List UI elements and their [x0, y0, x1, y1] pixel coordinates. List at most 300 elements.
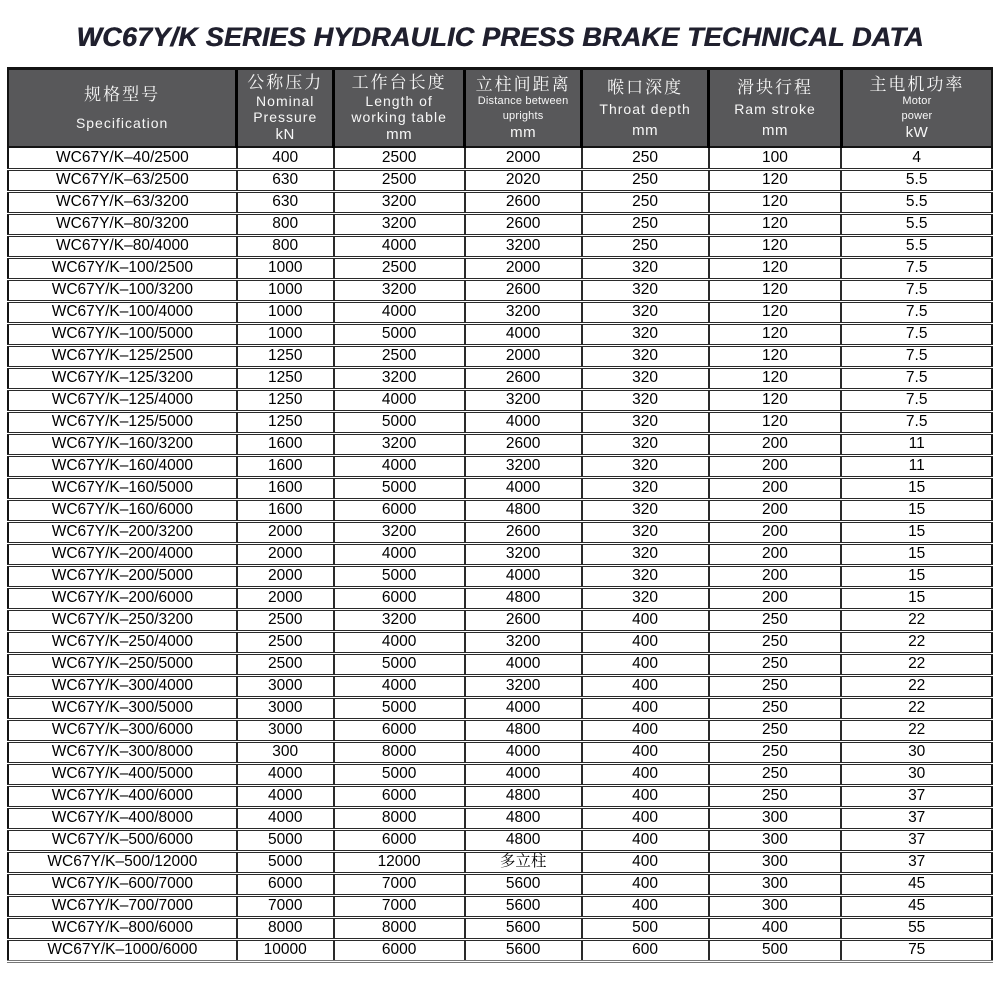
- cell-table-length: 2500: [334, 147, 465, 169]
- cell-specification: WC67Y/K–200/6000: [8, 587, 237, 609]
- cell-ram-stroke: 120: [709, 345, 842, 367]
- cell-nominal-pressure: 4000: [237, 807, 334, 829]
- cell-table-length: 5000: [334, 653, 465, 675]
- table-header: [8, 69, 992, 148]
- table-row: [8, 499, 992, 521]
- cell-specification: WC67Y/K–400/8000: [8, 807, 237, 829]
- header-unit-label: mm: [761, 121, 788, 139]
- cell-table-length: 3200: [334, 191, 465, 213]
- cell-table-length: 6000: [334, 785, 465, 807]
- header-en-label: working table: [351, 109, 447, 126]
- cell-ram-stroke: 120: [709, 257, 842, 279]
- cell-table-length: 2500: [334, 169, 465, 191]
- cell-table-length: 4000: [334, 389, 465, 411]
- cell-throat-depth: 320: [582, 367, 709, 389]
- cell-motor-power: 5.5: [841, 235, 992, 257]
- cell-motor-power: 37: [841, 807, 992, 829]
- cell-motor-power: 15: [841, 499, 992, 521]
- cell-ram-stroke: 400: [709, 917, 842, 939]
- cell-upright-distance: 2600: [465, 609, 582, 631]
- header-unit-label: mm: [510, 124, 537, 142]
- cell-nominal-pressure: 2500: [237, 653, 334, 675]
- cell-nominal-pressure: 630: [237, 191, 334, 213]
- header-unit-label: mm: [632, 121, 659, 139]
- cell-nominal-pressure: 400: [237, 147, 334, 169]
- cell-motor-power: 7.5: [841, 345, 992, 367]
- cell-upright-distance: 5600: [465, 895, 582, 917]
- cell-throat-depth: 400: [582, 631, 709, 653]
- cell-motor-power: 30: [841, 741, 992, 763]
- table-row: [8, 455, 992, 477]
- cell-ram-stroke: 120: [709, 213, 842, 235]
- cell-ram-stroke: 120: [709, 169, 842, 191]
- cell-motor-power: 5.5: [841, 213, 992, 235]
- cell-specification: WC67Y/K–300/6000: [8, 719, 237, 741]
- table-row: [8, 345, 992, 367]
- cell-throat-depth: 320: [582, 389, 709, 411]
- cell-specification: WC67Y/K–500/12000: [8, 851, 237, 873]
- cell-specification: WC67Y/K–250/4000: [8, 631, 237, 653]
- cell-specification: WC67Y/K–125/5000: [8, 411, 237, 433]
- cell-specification: WC67Y/K–125/2500: [8, 345, 237, 367]
- cell-ram-stroke: 120: [709, 389, 842, 411]
- cell-motor-power: 5.5: [841, 191, 992, 213]
- cell-nominal-pressure: 1000: [237, 301, 334, 323]
- cell-motor-power: 11: [841, 433, 992, 455]
- cell-table-length: 3200: [334, 367, 465, 389]
- cell-table-length: 5000: [334, 697, 465, 719]
- cell-throat-depth: 400: [582, 697, 709, 719]
- cell-throat-depth: 320: [582, 323, 709, 345]
- table-row: [8, 939, 992, 961]
- cell-nominal-pressure: 1250: [237, 389, 334, 411]
- cell-table-length: 3200: [334, 609, 465, 631]
- header-en-label: Motor: [902, 95, 932, 108]
- cell-ram-stroke: 250: [709, 763, 842, 785]
- table-row: [8, 411, 992, 433]
- cell-upright-distance: 2600: [465, 279, 582, 301]
- cell-upright-distance: 4800: [465, 829, 582, 851]
- cell-upright-distance: 2600: [465, 433, 582, 455]
- column-header-motor-power: [841, 69, 992, 148]
- cell-motor-power: 37: [841, 851, 992, 873]
- cell-motor-power: 7.5: [841, 367, 992, 389]
- cell-nominal-pressure: 630: [237, 169, 334, 191]
- cell-table-length: 3200: [334, 213, 465, 235]
- header-zh-label: 工作台长度: [351, 73, 447, 93]
- cell-ram-stroke: 250: [709, 785, 842, 807]
- cell-throat-depth: 320: [582, 345, 709, 367]
- cell-nominal-pressure: 7000: [237, 895, 334, 917]
- cell-upright-distance: 5600: [465, 939, 582, 961]
- technical-data-table: [7, 67, 993, 963]
- cell-upright-distance: 3200: [465, 631, 582, 653]
- cell-motor-power: 22: [841, 675, 992, 697]
- cell-specification: WC67Y/K–700/7000: [8, 895, 237, 917]
- cell-ram-stroke: 200: [709, 499, 842, 521]
- cell-upright-distance: 2000: [465, 345, 582, 367]
- cell-nominal-pressure: 8000: [237, 917, 334, 939]
- cell-upright-distance: 4000: [465, 653, 582, 675]
- column-header-specification: [8, 69, 237, 148]
- table-row: [8, 213, 992, 235]
- header-zh-label: 主电机功率: [869, 74, 965, 94]
- cell-motor-power: 75: [841, 939, 992, 961]
- cell-upright-distance: 4000: [465, 763, 582, 785]
- cell-throat-depth: 320: [582, 455, 709, 477]
- cell-motor-power: 30: [841, 763, 992, 785]
- cell-motor-power: 7.5: [841, 323, 992, 345]
- header-en-label: Nominal: [256, 92, 315, 109]
- cell-table-length: 6000: [334, 829, 465, 851]
- cell-nominal-pressure: 6000: [237, 873, 334, 895]
- cell-ram-stroke: 300: [709, 873, 842, 895]
- cell-table-length: 2500: [334, 257, 465, 279]
- cell-throat-depth: 320: [582, 279, 709, 301]
- cell-motor-power: 37: [841, 785, 992, 807]
- cell-table-length: 4000: [334, 235, 465, 257]
- cell-ram-stroke: 200: [709, 433, 842, 455]
- cell-upright-distance: 5600: [465, 917, 582, 939]
- cell-nominal-pressure: 1250: [237, 345, 334, 367]
- cell-upright-distance: 3200: [465, 543, 582, 565]
- cell-upright-distance: 4800: [465, 719, 582, 741]
- cell-table-length: 4000: [334, 455, 465, 477]
- table-row: [8, 785, 992, 807]
- cell-specification: WC67Y/K–100/2500: [8, 257, 237, 279]
- cell-specification: WC67Y/K–125/3200: [8, 367, 237, 389]
- cell-ram-stroke: 250: [709, 741, 842, 763]
- cell-ram-stroke: 250: [709, 609, 842, 631]
- cell-ram-stroke: 120: [709, 279, 842, 301]
- cell-throat-depth: 250: [582, 169, 709, 191]
- cell-nominal-pressure: 2500: [237, 609, 334, 631]
- cell-specification: WC67Y/K–250/3200: [8, 609, 237, 631]
- cell-nominal-pressure: 1000: [237, 279, 334, 301]
- cell-specification: WC67Y/K–500/6000: [8, 829, 237, 851]
- cell-specification: WC67Y/K–80/3200: [8, 213, 237, 235]
- cell-motor-power: 55: [841, 917, 992, 939]
- cell-nominal-pressure: 2000: [237, 521, 334, 543]
- cell-upright-distance: 4800: [465, 807, 582, 829]
- cell-ram-stroke: 200: [709, 543, 842, 565]
- cell-nominal-pressure: 3000: [237, 697, 334, 719]
- cell-motor-power: 22: [841, 697, 992, 719]
- cell-throat-depth: 320: [582, 499, 709, 521]
- cell-upright-distance: 3200: [465, 301, 582, 323]
- cell-ram-stroke: 120: [709, 191, 842, 213]
- cell-nominal-pressure: 1600: [237, 455, 334, 477]
- cell-motor-power: 7.5: [841, 257, 992, 279]
- cell-throat-depth: 250: [582, 191, 709, 213]
- table-row: [8, 609, 992, 631]
- cell-ram-stroke: 200: [709, 587, 842, 609]
- cell-upright-distance: 2600: [465, 521, 582, 543]
- cell-specification: WC67Y/K–40/2500: [8, 147, 237, 169]
- header-zh-label: 喉口深度: [607, 77, 684, 97]
- cell-ram-stroke: 120: [709, 367, 842, 389]
- table-row: [8, 917, 992, 939]
- cell-upright-distance: 4800: [465, 499, 582, 521]
- cell-motor-power: 22: [841, 609, 992, 631]
- cell-table-length: 2500: [334, 345, 465, 367]
- cell-nominal-pressure: 2000: [237, 587, 334, 609]
- cell-table-length: 4000: [334, 631, 465, 653]
- table-row: [8, 147, 992, 169]
- cell-ram-stroke: 200: [709, 521, 842, 543]
- cell-throat-depth: 250: [582, 213, 709, 235]
- cell-upright-distance: 2600: [465, 213, 582, 235]
- cell-table-length: 6000: [334, 499, 465, 521]
- cell-ram-stroke: 500: [709, 939, 842, 961]
- cell-upright-distance: 4000: [465, 697, 582, 719]
- cell-ram-stroke: 250: [709, 653, 842, 675]
- table-row: [8, 851, 992, 873]
- cell-throat-depth: 250: [582, 147, 709, 169]
- cell-ram-stroke: 300: [709, 895, 842, 917]
- table-row: [8, 741, 992, 763]
- cell-nominal-pressure: 3000: [237, 675, 334, 697]
- table-row: [8, 587, 992, 609]
- cell-specification: WC67Y/K–800/6000: [8, 917, 237, 939]
- cell-motor-power: 5.5: [841, 169, 992, 191]
- table-row: [8, 697, 992, 719]
- cell-motor-power: 22: [841, 631, 992, 653]
- cell-nominal-pressure: 10000: [237, 939, 334, 961]
- cell-nominal-pressure: 4000: [237, 785, 334, 807]
- cell-motor-power: 7.5: [841, 301, 992, 323]
- cell-nominal-pressure: 1600: [237, 433, 334, 455]
- table-body: [8, 147, 992, 961]
- cell-specification: WC67Y/K–100/3200: [8, 279, 237, 301]
- cell-table-length: 3200: [334, 433, 465, 455]
- cell-ram-stroke: 250: [709, 675, 842, 697]
- column-header-table-length: [334, 69, 465, 148]
- cell-table-length: 4000: [334, 675, 465, 697]
- cell-upright-distance: 2020: [465, 169, 582, 191]
- cell-ram-stroke: 120: [709, 323, 842, 345]
- cell-throat-depth: 400: [582, 719, 709, 741]
- table-row: [8, 257, 992, 279]
- cell-ram-stroke: 300: [709, 807, 842, 829]
- cell-throat-depth: 400: [582, 807, 709, 829]
- cell-upright-distance: 4000: [465, 565, 582, 587]
- table-row: [8, 191, 992, 213]
- table-row: [8, 279, 992, 301]
- cell-upright-distance: 3200: [465, 235, 582, 257]
- cell-specification: WC67Y/K–160/4000: [8, 455, 237, 477]
- cell-specification: WC67Y/K–100/5000: [8, 323, 237, 345]
- cell-throat-depth: 320: [582, 411, 709, 433]
- cell-nominal-pressure: 2500: [237, 631, 334, 653]
- cell-nominal-pressure: 4000: [237, 763, 334, 785]
- cell-table-length: 3200: [334, 521, 465, 543]
- header-unit-label: kN: [275, 125, 295, 143]
- cell-upright-distance: 4000: [465, 477, 582, 499]
- cell-table-length: 7000: [334, 873, 465, 895]
- cell-table-length: 5000: [334, 565, 465, 587]
- header-en-label: Throat depth: [599, 101, 691, 117]
- cell-throat-depth: 320: [582, 301, 709, 323]
- cell-nominal-pressure: 800: [237, 235, 334, 257]
- table-row: [8, 565, 992, 587]
- cell-nominal-pressure: 1250: [237, 411, 334, 433]
- cell-table-length: 12000: [334, 851, 465, 873]
- column-header-ram-stroke: [709, 69, 842, 148]
- header-unit-label: mm: [386, 125, 413, 143]
- table-row: [8, 323, 992, 345]
- cell-ram-stroke: 200: [709, 455, 842, 477]
- column-header-upright-distance: [465, 69, 582, 148]
- cell-table-length: 6000: [334, 587, 465, 609]
- cell-upright-distance: 3200: [465, 455, 582, 477]
- cell-throat-depth: 320: [582, 433, 709, 455]
- cell-upright-distance: 4000: [465, 741, 582, 763]
- cell-ram-stroke: 250: [709, 697, 842, 719]
- cell-specification: WC67Y/K–160/5000: [8, 477, 237, 499]
- header-en-label: Specification: [75, 115, 169, 132]
- cell-motor-power: 15: [841, 521, 992, 543]
- cell-throat-depth: 400: [582, 675, 709, 697]
- header-zh-label: 立柱间距离: [475, 74, 571, 94]
- header-row: [8, 69, 992, 148]
- cell-motor-power: 45: [841, 895, 992, 917]
- cell-upright-distance: 2000: [465, 147, 582, 169]
- cell-specification: WC67Y/K–125/4000: [8, 389, 237, 411]
- cell-ram-stroke: 120: [709, 235, 842, 257]
- cell-nominal-pressure: 3000: [237, 719, 334, 741]
- cell-throat-depth: 400: [582, 895, 709, 917]
- cell-specification: WC67Y/K–300/5000: [8, 697, 237, 719]
- cell-ram-stroke: 200: [709, 477, 842, 499]
- cell-throat-depth: 400: [582, 741, 709, 763]
- cell-specification: WC67Y/K–80/4000: [8, 235, 237, 257]
- cell-ram-stroke: 120: [709, 301, 842, 323]
- cell-specification: WC67Y/K–1000/6000: [8, 939, 237, 961]
- cell-throat-depth: 320: [582, 587, 709, 609]
- cell-motor-power: 22: [841, 719, 992, 741]
- cell-nominal-pressure: 2000: [237, 543, 334, 565]
- cell-throat-depth: 320: [582, 565, 709, 587]
- cell-nominal-pressure: 2000: [237, 565, 334, 587]
- table-row: [8, 807, 992, 829]
- cell-specification: WC67Y/K–63/3200: [8, 191, 237, 213]
- header-zh-label: 规格型号: [84, 84, 161, 104]
- header-zh-label: 公称压力: [247, 73, 324, 93]
- cell-throat-depth: 320: [582, 543, 709, 565]
- cell-throat-depth: 320: [582, 521, 709, 543]
- table-row: [8, 367, 992, 389]
- column-header-throat-depth: [582, 69, 709, 148]
- cell-ram-stroke: 200: [709, 565, 842, 587]
- cell-specification: WC67Y/K–400/6000: [8, 785, 237, 807]
- cell-motor-power: 22: [841, 653, 992, 675]
- cell-specification: WC67Y/K–63/2500: [8, 169, 237, 191]
- cell-table-length: 8000: [334, 917, 465, 939]
- cell-upright-distance: 4000: [465, 323, 582, 345]
- cell-throat-depth: 400: [582, 785, 709, 807]
- cell-specification: WC67Y/K–200/4000: [8, 543, 237, 565]
- cell-table-length: 6000: [334, 719, 465, 741]
- column-header-nominal-pressure: [237, 69, 334, 148]
- header-en-label: Pressure: [253, 109, 318, 126]
- cell-table-length: 5000: [334, 477, 465, 499]
- cell-nominal-pressure: 300: [237, 741, 334, 763]
- cell-nominal-pressure: 1600: [237, 499, 334, 521]
- cell-specification: WC67Y/K–300/8000: [8, 741, 237, 763]
- table-row: [8, 477, 992, 499]
- cell-throat-depth: 320: [582, 477, 709, 499]
- table-row: [8, 433, 992, 455]
- cell-specification: WC67Y/K–100/4000: [8, 301, 237, 323]
- cell-specification: WC67Y/K–250/5000: [8, 653, 237, 675]
- cell-nominal-pressure: 1600: [237, 477, 334, 499]
- cell-throat-depth: 400: [582, 829, 709, 851]
- cell-table-length: 8000: [334, 741, 465, 763]
- cell-throat-depth: 400: [582, 851, 709, 873]
- table-row: [8, 763, 992, 785]
- cell-ram-stroke: 250: [709, 631, 842, 653]
- table-row: [8, 301, 992, 323]
- table-row: [8, 675, 992, 697]
- table-row: [8, 895, 992, 917]
- table-row: [8, 521, 992, 543]
- cell-specification: WC67Y/K–200/5000: [8, 565, 237, 587]
- cell-upright-distance: 4800: [465, 785, 582, 807]
- cell-table-length: 7000: [334, 895, 465, 917]
- cell-throat-depth: 400: [582, 653, 709, 675]
- cell-motor-power: 7.5: [841, 279, 992, 301]
- cell-specification: WC67Y/K–400/5000: [8, 763, 237, 785]
- page-title: WC67Y/K SERIES HYDRAULIC PRESS BRAKE TECHNICAL DATA: [76, 22, 924, 52]
- cell-upright-distance: 3200: [465, 389, 582, 411]
- cell-motor-power: 11: [841, 455, 992, 477]
- cell-throat-depth: 600: [582, 939, 709, 961]
- cell-nominal-pressure: 1250: [237, 367, 334, 389]
- header-en-label: power: [901, 109, 933, 122]
- cell-motor-power: 37: [841, 829, 992, 851]
- cell-upright-distance: 2600: [465, 191, 582, 213]
- cell-nominal-pressure: 800: [237, 213, 334, 235]
- cell-table-length: 4000: [334, 543, 465, 565]
- table-row: [8, 873, 992, 895]
- cell-table-length: 8000: [334, 807, 465, 829]
- cell-nominal-pressure: 1000: [237, 257, 334, 279]
- cell-nominal-pressure: 5000: [237, 829, 334, 851]
- table-row: [8, 653, 992, 675]
- cell-specification: WC67Y/K–160/6000: [8, 499, 237, 521]
- cell-ram-stroke: 300: [709, 829, 842, 851]
- cell-upright-distance: 5600: [465, 873, 582, 895]
- cell-nominal-pressure: 5000: [237, 851, 334, 873]
- cell-upright-distance: 4000: [465, 411, 582, 433]
- cell-specification: WC67Y/K–200/3200: [8, 521, 237, 543]
- cell-ram-stroke: 100: [709, 147, 842, 169]
- cell-throat-depth: 250: [582, 235, 709, 257]
- cell-specification: WC67Y/K–600/7000: [8, 873, 237, 895]
- cell-specification: WC67Y/K–300/4000: [8, 675, 237, 697]
- cell-table-length: 6000: [334, 939, 465, 961]
- table-row: [8, 719, 992, 741]
- header-en-label: Distance between: [477, 95, 569, 108]
- cell-throat-depth: 500: [582, 917, 709, 939]
- cell-motor-power: 7.5: [841, 411, 992, 433]
- header-en-label: Length of: [365, 92, 433, 109]
- cell-table-length: 3200: [334, 279, 465, 301]
- cell-upright-distance: 2000: [465, 257, 582, 279]
- cell-upright-distance: 多立柱: [465, 851, 582, 873]
- cell-upright-distance: 3200: [465, 675, 582, 697]
